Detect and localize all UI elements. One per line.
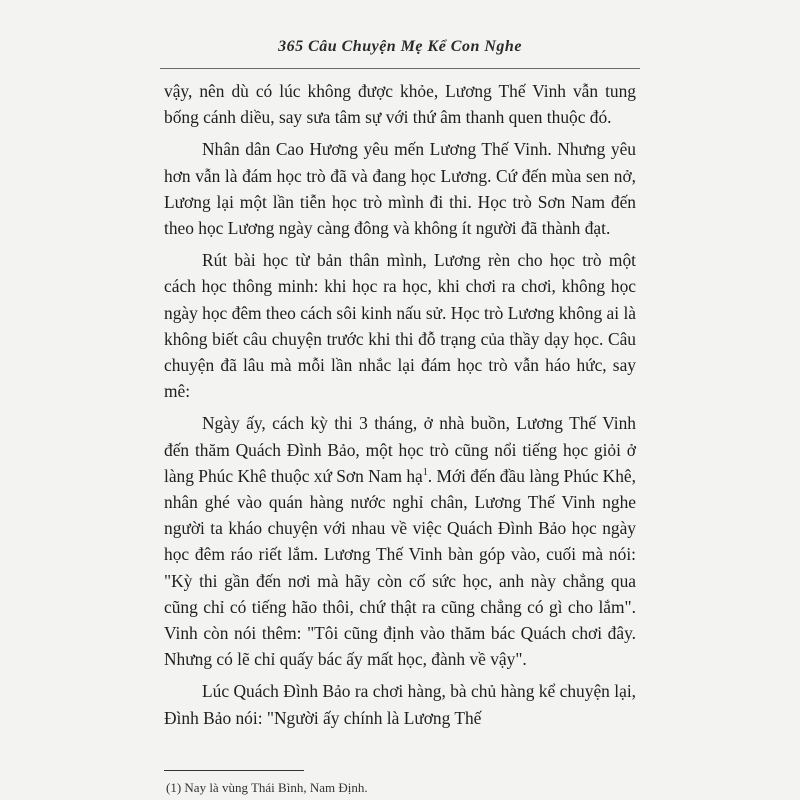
paragraph-5: Lúc Quách Đình Bảo ra chơi hàng, bà chủ hàng kể chuyện lại, Đình Bảo nói: "Người ấy chính là Lương Thế (164, 681, 636, 728)
paragraph-1: vậy, nên dù có lúc không được khỏe, Lương Thế Vinh vẫn tung bống cánh diều, say sưa tâm sự với thứ âm thanh quen thuộc đó. (164, 81, 636, 128)
header-divider (160, 68, 640, 69)
footnote: (1) Nay là vùng Thái Bình, Nam Định. (166, 780, 368, 795)
paragraph-4-tail: . Mới đến đầu làng Phúc Khê, nhân ghé vào quán hàng nước nghỉ chân, Lương Thế Vinh nghe người ta kháo chuyện với nhau về việc Quách Đình Bảo học ngày học đêm ráo riết lắm. Lương Thế Vinh bàn góp vào, cuối mà nói: "Kỳ thi gần đến nơi mà hãy còn cố sức học, anh này chẳng qua cũng chỉ có tiếng hão thôi, chứ thật ra cũng chẳng có gì cho lắm". Vinh còn nói thêm: "Tôi cũng định vào thăm bác Quách chơi đây. Nhưng có lẽ chỉ quấy bác ấy mất học, đành về vậy". (164, 465, 637, 670)
page-body (164, 78, 636, 737)
footnote-divider (164, 770, 304, 771)
footnote-marker: 1 (422, 467, 428, 479)
paragraph-2: Nhân dân Cao Hương yêu mến Lương Thế Vinh. Nhưng yêu hơn vẫn là đám học trò đã và đang học Lương. Cứ đến mùa sen nở, Lương lại một lần tiễn học trò mình đi thi. Học trò Sơn Nam đến theo học Lương ngày càng đông và không ít người đã thành đạt. (164, 139, 636, 239)
paragraph-3: Rút bài học từ bản thân mình, Lương rèn cho học trò một cách học thông minh: khi học ra học, khi chơi ra chơi, không học ngày học đêm theo cách sôi kinh nấu sử. Học trò Lương không ai là không biết câu chuyện trước khi thi đỗ trạng của thầy dạy học. Câu chuyện đã lâu mà mỗi lần nhắc lại đám học trò vẫn háo hức, say mê: (164, 250, 636, 402)
paragraph-4-text: Ngày ấy, cách kỳ thi 3 tháng, ở nhà buồn, Lương Thế Vinh đến thăm Quách Đình Bảo, một học trò cũng nổi tiếng học giỏi ở làng Phúc Khê thuộc xứ Sơn Nam hạ (164, 413, 636, 486)
page-header-title: 365 Câu Chuyện Mẹ Kể Con Nghe (278, 38, 522, 55)
paragraph-4 (164, 410, 636, 672)
